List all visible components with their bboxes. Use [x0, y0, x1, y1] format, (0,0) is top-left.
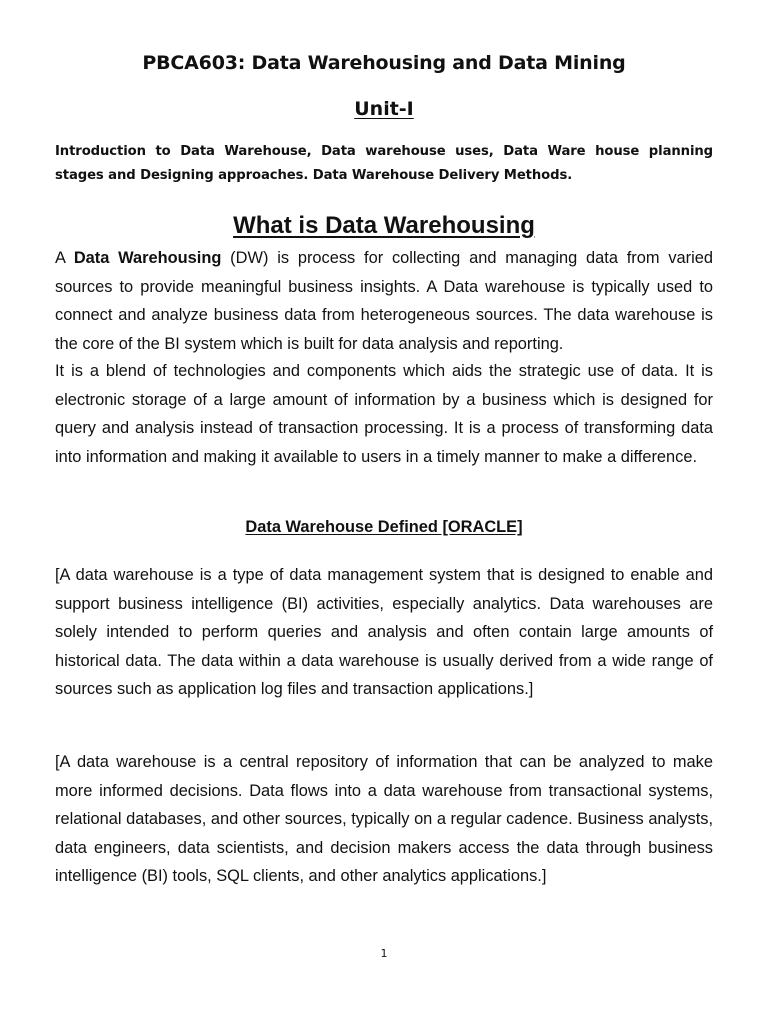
paragraph-rest: (DW) is process for collecting and managing data from varied sources to provide meaningful business insights. A Data warehouse is typically used to connect and analyze business data from heterogeneous sources. The data warehouse is the core of the BI system which is built for data analysis and reporting. [55, 249, 713, 353]
unit-title-text: Unit-I [354, 98, 414, 120]
course-title: PBCA603: Data Warehousing and Data Mining [142, 52, 626, 74]
oracle-definition-heading: Data Warehouse Defined [ORACLE] [245, 518, 523, 536]
paragraph-lead: A [55, 249, 74, 267]
unit-introduction: Introduction to Data Warehouse, Data warehouse uses, Data Ware house planning stages and Designing approaches. Data Warehouse Delivery Methods. [55, 144, 713, 183]
paragraph-oracle-definition-2: [A data warehouse is a central repository of information that can be analyzed to make more informed decisions. Data flows into a data warehouse from transactional systems, relational databases, and other sources, typically on a regular cadence. Business analysts, data engineers, data scientists, and decision makers access the data through business intelligence (BI) tools, SQL clients, and other analytics applications.] [55, 753, 713, 885]
paragraph-blend: It is a blend of technologies and components which aids the strategic use of data. It is electronic storage of a large amount of information by a business which is designed for query and analysis instead of transaction processing. It is a process of transforming data into information and making it available to users in a timely manner to make a difference. [55, 362, 713, 466]
section-heading: What is Data Warehousing [233, 212, 535, 239]
paragraph-oracle-definition-1: [A data warehouse is a type of data management system that is designed to enable and support business intelligence (BI) activities, especially analytics. Data warehouses are solely intended to perform queries and analysis and often contain large amounts of historical data. The data within a data warehouse is usually derived from a wide range of sources such as application log files and transaction applications.] [55, 566, 713, 698]
paragraph-definition [55, 244, 713, 358]
defined-term: Data Warehousing [73, 249, 222, 267]
unit-title [0, 98, 768, 120]
page-number: 1 [380, 947, 388, 960]
